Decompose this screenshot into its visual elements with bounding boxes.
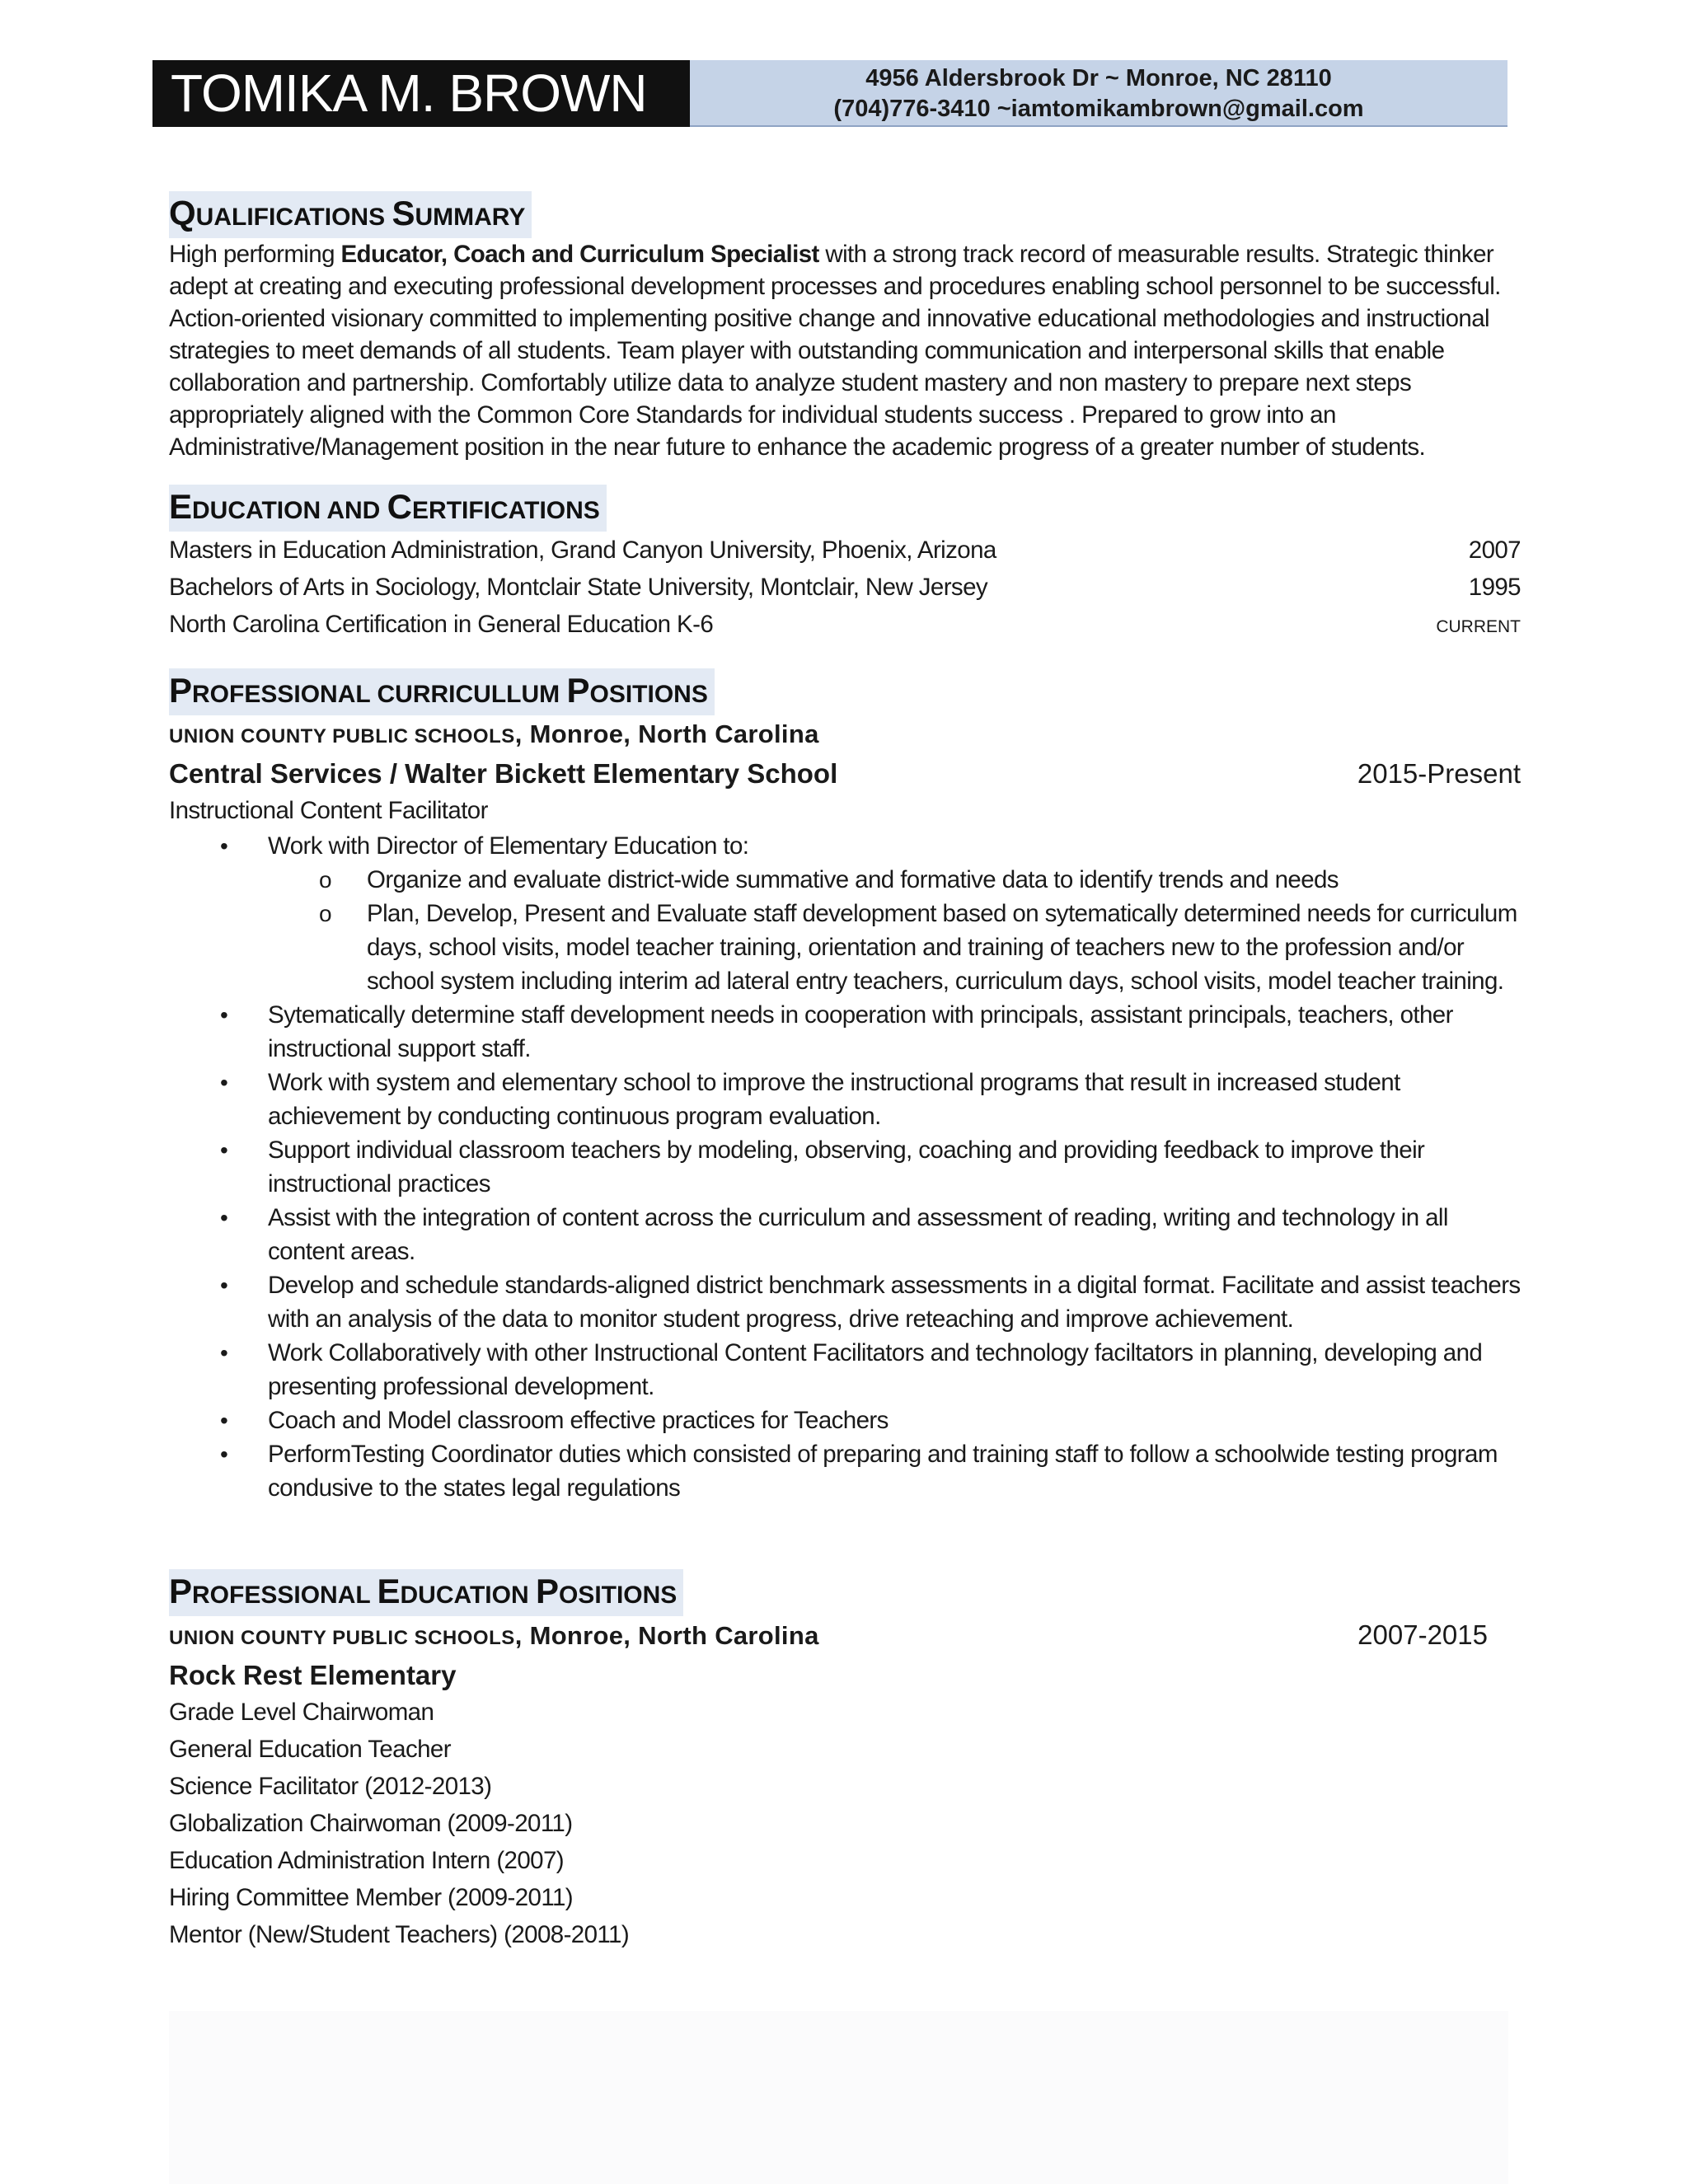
list-item: • Sytematically determine staff development needs in cooperation with principals, assistant principals, teachers, other instructional support staff. <box>220 1001 1453 1062</box>
section-title-qualifications: QUALIFICATIONS SUMMARY <box>169 191 532 238</box>
list-item: Hiring Committee Member (2009-2011) <box>169 1884 573 1911</box>
school-name: Rock Rest Elementary <box>169 1660 457 1690</box>
education-list <box>169 532 1521 645</box>
duties-list <box>169 829 1521 1505</box>
list-item: General Education Teacher <box>169 1736 451 1763</box>
roles-list <box>169 1694 1521 1953</box>
employer-row <box>169 1616 1488 1657</box>
position-dates: 2007-2015 <box>1357 1619 1488 1650</box>
qualifications-paragraph: High performing Educator, Coach and Curriculum Specialist with a strong track record of measurable results. Strategic thinker adept at creating and executing professional development processes and procedures enabling school personnel to be successful. Action-oriented visionary committed to implementing positive change and innovative educational methodologies and instructional strategies to meet demands of all students. Team player with outstanding communication and interpersonal skills that enable collaboration and partnership. Comfortably utilize data to analyze student mastery and non mastery to prepare next steps appropriately aligned with the Common Core Standards for individual students success . Prepared to grow into an Administrative/Management position in the near future to enhance the academic progress of a greater number of students. <box>169 241 1501 461</box>
contact-banner <box>690 60 1507 127</box>
list-item: • Support individual classroom teachers by modeling, observing, coaching and providing feedback to improve their instructional practices <box>220 1137 1425 1197</box>
list-item: Grade Level Chairwoman <box>169 1699 434 1726</box>
resume-content <box>169 191 1521 1953</box>
education-item: Masters in Education Administration, Grand Canyon University, Phoenix, Arizona 2007 <box>169 537 1521 564</box>
section-title-curriculum: PROFESSIONAL CURRICULLUM POSITIONS <box>169 668 715 715</box>
employer-line: UNION COUNTY PUBLIC SCHOOLS, Monroe, North Carolina <box>169 719 819 748</box>
school-name: Central Services / Walter Bickett Elementary School <box>169 758 838 789</box>
list-item: Mentor (New/Student Teachers) (2008-2011) <box>169 1921 630 1948</box>
address-line: 4956 Aldersbrook Dr ~ Monroe, NC 28110 <box>865 65 1332 91</box>
list-item: Globalization Chairwoman (2009-2011) <box>169 1810 573 1837</box>
candidate-name: TOMIKA M. BROWN <box>171 63 647 123</box>
phone-email-line: (704)776-3410 ~iamtomikambrown@gmail.com <box>833 96 1364 122</box>
list-item: • Work Collaboratively with other Instructional Content Facilitators and technology faciltators in planning, developing and presenting professional development. <box>220 1339 1483 1400</box>
education-item: Bachelors of Arts in Sociology, Montclair State University, Montclair, New Jersey 1995 <box>169 574 1521 601</box>
list-item: • PerformTesting Coordinator duties which consisted of preparing and training staff to follow a schoolwide testing program condusive to the states legal regulations <box>220 1441 1498 1502</box>
section-title-education-positions: PROFESSIONAL EDUCATION POSITIONS <box>169 1569 683 1616</box>
list-item: o Plan, Develop, Present and Evaluate staff development based on sytematically determined needs for curriculum days, school visits, model teacher training, orientation and training of teachers new to the profession and/or school system including interim ad lateral entry teachers, curriculum days, school visits, model teacher training. <box>319 900 1517 995</box>
list-item: • Assist with the integration of content across the curriculum and assessment of reading, writing and technology in all content areas. <box>220 1204 1448 1265</box>
list-item: • Work with system and elementary school to improve the instructional programs that result in increased student achievement by conducting continuous program evaluation. <box>220 1069 1400 1130</box>
list-item: • Work with Director of Elementary Education to: o Organize and evaluate district-wide summative and formative data to identify trends and needs o Plan, Develop, Present and Evaluate staff development based on sytematically determined needs for curriculum days, school visits, model teacher training, orientation and training of teachers new to the profession and/or school system including interim ad lateral entry teachers, curriculum days, school visits, model teacher training. <box>169 829 1521 998</box>
list-item: Science Facilitator (2012-2013) <box>169 1773 492 1800</box>
employer-line: UNION COUNTY PUBLIC SCHOOLS, Monroe, North Carolina <box>169 1621 819 1650</box>
sub-duties-list <box>268 863 1521 998</box>
list-item: Education Administration Intern (2007) <box>169 1847 564 1874</box>
list-item: o Organize and evaluate district-wide summative and formative data to identify trends and needs <box>319 866 1339 893</box>
job-title: Instructional Content Facilitator <box>169 797 488 824</box>
education-item: North Carolina Certification in General Education K-6 CURRENT <box>169 611 1521 638</box>
list-item: • Develop and schedule standards-aligned district benchmark assessments in a digital format. Facilitate and assist teachers with an analysis of the data to monitor student progress, drive reteaching and improve achievement. <box>220 1272 1521 1333</box>
list-item: • Coach and Model classroom effective practices for Teachers <box>220 1407 889 1434</box>
section-title-education: EDUCATION AND CERTIFICATIONS <box>169 485 607 532</box>
name-banner <box>152 60 690 127</box>
position-dates: 2015-Present <box>1357 758 1521 789</box>
page-footer-area <box>169 2011 1508 2184</box>
school-row <box>169 755 1521 792</box>
